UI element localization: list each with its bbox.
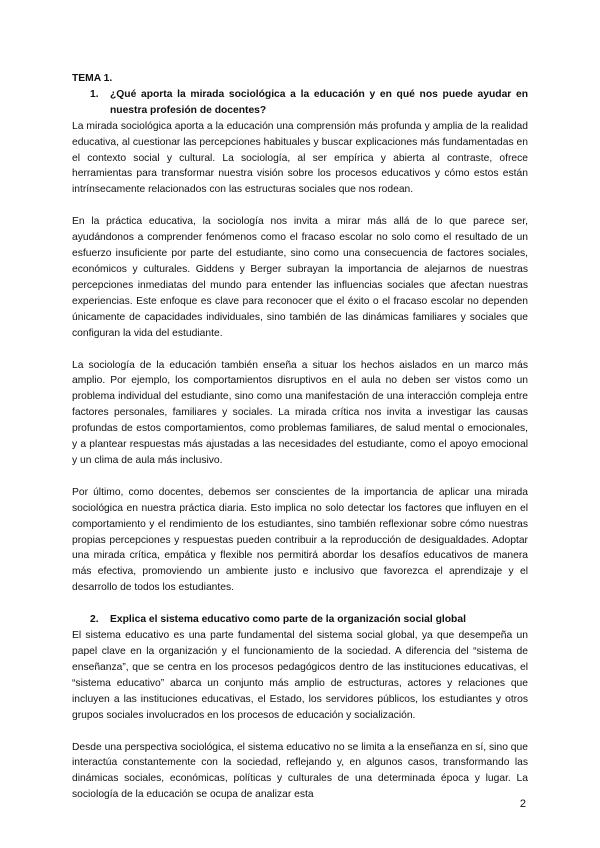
page-number: 2 <box>519 798 526 810</box>
paragraph: La sociología de la educación también enseña a situar los hechos aislados en un marco más amplio. Por ejemplo, los comportamientos disruptivos en el aula no deben ser vistos como un problema individual del estudiante, sino como una manifestación de una interacción compleja entre factores personales, familiares y sociales. La mirada crítica nos invita a investigar las causas profundas de estos comportamientos, como problemas familiares, de salud mental o emocionales, y a plantear respuestas más ajustadas a las necesidades del estudiante, como el apoyo emocional y un clima de aula más inclusivo. <box>72 359 528 466</box>
paragraph: Desde una perspectiva sociológica, el sistema educativo no se limita a la enseñanza en sí, sino que interactúa constantemente con la sociedad, reflejando y, en algunos casos, transformando las dinámicas sociales, económicas, políticas y culturales de una determinada época y lugar. La sociología de la educación se ocupa de analizar esta <box>72 741 528 801</box>
question-2-number: 2. <box>90 614 99 626</box>
paragraph: El sistema educativo es una parte fundamental del sistema social global, ya que desempeña un papel clave en la organización y el funcionamiento de la sociedad. A diferencia del “sistema de enseñanza”, que se centra en los procesos pedagógicos dentro de las instituciones educativas, el “sistema educativo” abarca un conjunto más amplio de estructuras, actores y relaciones que incluyen a las instituciones educativas, el Estado, los servidores públicos, los estudiantes y otros grupos sociales involucrados en los procesos de educación y socialización. <box>72 630 528 721</box>
paragraph: Por último, como docentes, debemos ser conscientes de la importancia de aplicar una mirada sociológica en nuestra práctica diaria. Esto implica no solo detectar los factores que influyen en el comportamiento y el rendimiento de los estudiantes, sino también reflexionar sobre cómo nuestras propias percepciones y respuestas pueden contribuir a la reproducción de desigualdades. Adoptar una mirada crítica, empática y flexible nos permitirá abordar los desafíos educativos de manera más efectiva, promoviendo un ambiente justo e inclusivo que favorezca el aprendizaje y el desarrollo de todos los estudiantes. <box>72 486 528 594</box>
question-1-title: ¿Qué aporta la mirada sociológica a la educación y en qué nos puede ayudar en nuestra profesión de docentes? <box>110 88 528 116</box>
paragraph: En la práctica educativa, la sociología nos invita a mirar más allá de lo que parece ser, ayudándonos a comprender fenómenos como el fracaso escolar no solo como el resultado de un esfuerzo insuficiente por parte del estudiante, sino como una consecuencia de factores sociales, económicos y culturales. Giddens y Berger subrayan la importancia de alejarnos de nuestras percepciones inmediatas del mundo para entender las influencias sociales que afectan nuestras experiencias. Este enfoque es clave para reconocer que el éxito o el fracaso escolar no dependen únicamente de capacidades individuales, sino también de las dinámicas familiares y sociales que configuran la vida del estudiante. <box>72 216 528 339</box>
question-1-number: 1. <box>90 88 99 100</box>
question-2-title: Explica el sistema educativo como parte de la organización social global <box>110 614 466 626</box>
paragraph: La mirada sociológica aporta a la educación una comprensión más profunda y amplia de la realidad educativa, al cuestionar las percepciones habituales y buscar explicaciones más fundamentadas en el contexto social y cultural. La sociología, al ser empírica y abierta al contraste, ofrece herramientas para transformar nuestra visión sobre los procesos educativos y cómo estos están intrínsecamente relacionados con las estructuras sociales que nos rodean. <box>72 120 528 196</box>
section-label: TEMA 1. <box>72 73 113 84</box>
question-2-heading <box>72 612 528 628</box>
question-1-heading <box>72 87 528 119</box>
page-content <box>72 71 528 803</box>
